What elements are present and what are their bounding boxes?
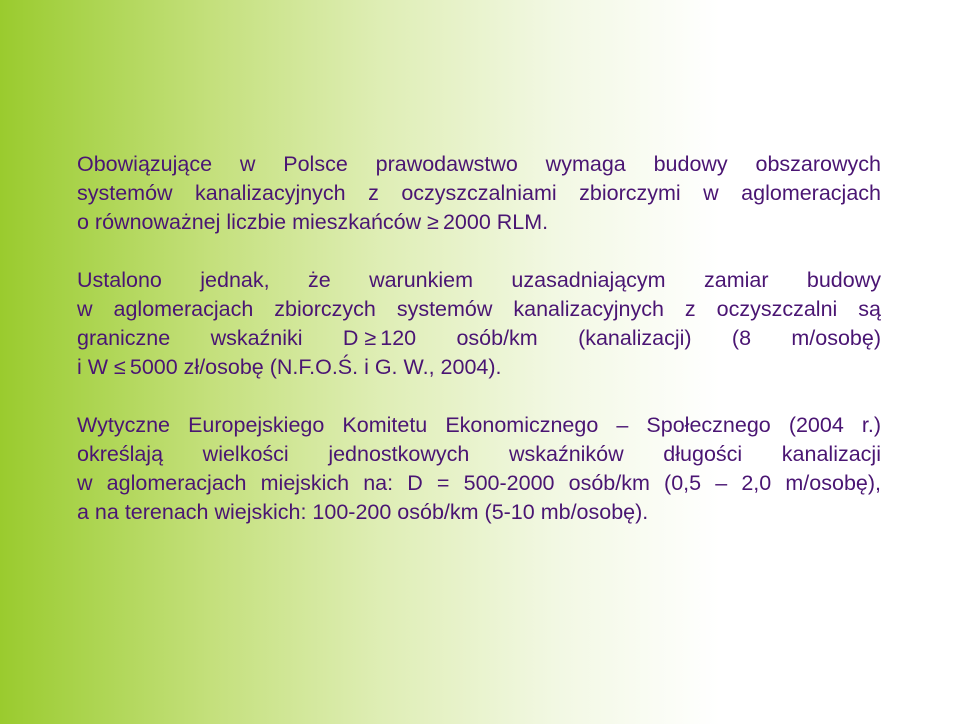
greater-equal-symbol: ≥ (364, 326, 377, 350)
paragraph-legal-requirement (77, 150, 881, 237)
text-line: a na terenach wiejskich: 100-200 osób/km (5-10 mb/osobę). (77, 500, 649, 524)
text-fragment: 5000 zł/osobę (N.F.O.Ś. i G. W., 2004). (129, 355, 502, 379)
text-fragment: i W (77, 355, 109, 379)
greater-equal-symbol: ≥ (427, 210, 439, 234)
less-equal-symbol: ≤ (114, 355, 126, 379)
slide-content (77, 150, 881, 556)
text-line (77, 324, 881, 353)
text-fragment: 120 osób/km (kanalizacji) (8 m/osobę) (380, 326, 881, 350)
text-fragment: 2000 RLM. (442, 210, 549, 234)
text-fragment: o równoważnej liczbie mieszkańców (77, 210, 422, 234)
text-line: w aglomeracjach miejskich na: D = 500-2000 osób/km (0,5 – 2,0 m/osobę), (77, 471, 881, 495)
text-line: Ustalono jednak, że warunkiem uzasadniającym zamiar budowy (77, 268, 881, 292)
paragraph-threshold-indicators (77, 266, 881, 382)
paragraph-european-guidelines (77, 411, 881, 527)
text-line: określają wielkości jednostkowych wskaźników długości kanalizacji (77, 442, 881, 466)
text-line: Obowiązujące w Polsce prawodawstwo wymaga budowy obszarowych (77, 152, 881, 176)
text-line: Wytyczne Europejskiego Komitetu Ekonomicznego – Społecznego (2004 r.) (77, 413, 881, 437)
text-line (77, 353, 881, 382)
text-line: systemów kanalizacyjnych z oczyszczalniami zbiorczymi w aglomeracjach (77, 181, 881, 205)
text-line (77, 208, 881, 237)
text-line: w aglomeracjach zbiorczych systemów kanalizacyjnych z oczyszczalni są (77, 297, 881, 321)
text-fragment: graniczne wskaźniki D (77, 326, 359, 350)
